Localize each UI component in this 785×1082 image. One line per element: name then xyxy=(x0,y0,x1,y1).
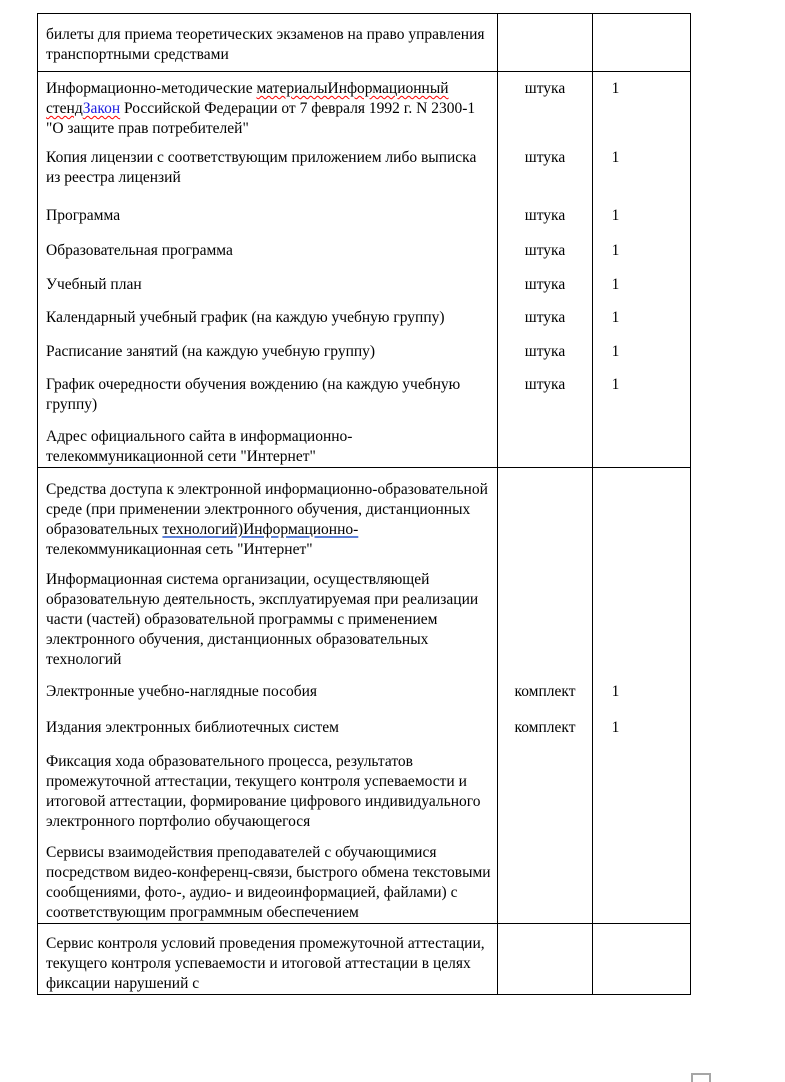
quantity-cell: 1 xyxy=(593,702,691,738)
quantity-cell: 1 xyxy=(593,72,691,140)
unit-cell: комплект xyxy=(498,702,593,738)
item-description-cell xyxy=(38,832,498,924)
unit-cell: штука xyxy=(498,261,593,295)
unit-cell xyxy=(498,14,593,72)
quantity-cell xyxy=(593,468,691,561)
item-description-cell xyxy=(38,362,498,415)
text-run: Информационная система организации, осуществляющей образовательную деятельность, эксплуатируемая при реализации части (частей) образовательной программы с применением электронного обучения, дистанционных образовательных технологий xyxy=(46,571,479,668)
unit-cell: штука xyxy=(498,295,593,328)
unit-cell: штука xyxy=(498,362,593,415)
unit-cell: штука xyxy=(498,139,593,188)
text-run: Копия лицензии с соответствующим приложением либо выписка из реестра лицензий xyxy=(46,149,477,186)
text-run: Образовательная программа xyxy=(46,242,233,259)
table-row xyxy=(38,468,691,561)
table-row xyxy=(38,188,691,226)
text-run: Программа xyxy=(46,207,121,224)
text-run: Календарный учебный график (на каждую учебную группу) xyxy=(46,309,445,326)
item-description-cell xyxy=(38,738,498,832)
text-run: График очередности обучения вождению (на каждую учебную группу) xyxy=(46,376,461,413)
quantity-cell: 1 xyxy=(593,295,691,328)
text-run: Средства доступа к электронной информационно-образовательной среде (при применении электронного обучения, дистанционных образовательных xyxy=(46,481,488,538)
table-row xyxy=(38,362,691,415)
quantity-cell xyxy=(593,832,691,924)
text-run: Российской Федерации от 7 февраля 1992 г. N 2300-1 "О защите прав потребителей" xyxy=(46,100,476,137)
table-row xyxy=(38,560,691,670)
text-run: Фиксация хода образовательного процесса, результатов промежуточной аттестации, текущего контроля успеваемости и итоговой аттестации, формирование цифрового индивидуального электронного портфолио обучающегося xyxy=(46,753,481,830)
text-run: Адрес официального сайта в информационно-телекоммуникационной сети "Интернет" xyxy=(46,428,353,465)
item-description-cell xyxy=(38,72,498,140)
quantity-cell: 1 xyxy=(593,362,691,415)
quantity-cell xyxy=(593,14,691,72)
quantity-cell: 1 xyxy=(593,226,691,261)
unit-cell xyxy=(498,560,593,670)
unit-cell xyxy=(498,832,593,924)
unit-cell: штука xyxy=(498,226,593,261)
table-row xyxy=(38,415,691,468)
item-description-cell xyxy=(38,261,498,295)
text-run: Учебный план xyxy=(46,276,142,293)
table-row xyxy=(38,702,691,738)
table-row xyxy=(38,670,691,702)
table-row xyxy=(38,328,691,362)
text-run: билеты для приема теоретических экзаменов на право управления транспортными средствами xyxy=(46,26,485,63)
quantity-cell: 1 xyxy=(593,139,691,188)
item-description-cell xyxy=(38,14,498,72)
item-description-cell xyxy=(38,702,498,738)
table-resize-handle[interactable] xyxy=(691,1073,711,1082)
item-description-cell xyxy=(38,924,498,995)
equipment-table xyxy=(37,13,691,995)
table-row xyxy=(38,139,691,188)
item-description-cell xyxy=(38,139,498,188)
text-run: Сервисы взаимодействия преподавателей с обучающимися посредством видео-конференц-связи, быстрого обмена текстовыми сообщениями, фото-, аудио- и видеоинформацией, файлами) с соответствующим программным обеспечением xyxy=(46,844,491,921)
item-description-cell xyxy=(38,560,498,670)
table-row xyxy=(38,832,691,924)
item-description-cell xyxy=(38,295,498,328)
table-row xyxy=(38,295,691,328)
item-description-cell xyxy=(38,188,498,226)
item-description-cell xyxy=(38,328,498,362)
table-row xyxy=(38,72,691,140)
table-row xyxy=(38,226,691,261)
unit-cell xyxy=(498,924,593,995)
text-run: Информационно-методические xyxy=(46,80,257,97)
item-description-cell xyxy=(38,468,498,561)
quantity-cell: 1 xyxy=(593,670,691,702)
unit-cell: комплект xyxy=(498,670,593,702)
quantity-cell: 1 xyxy=(593,328,691,362)
table-row xyxy=(38,261,691,295)
quantity-cell: 1 xyxy=(593,261,691,295)
text-run: телекоммуникационная сеть "Интернет" xyxy=(46,541,313,558)
text-run: Электронные учебно-наглядные пособия xyxy=(46,683,318,700)
table-body xyxy=(38,14,691,995)
quantity-cell: 1 xyxy=(593,188,691,226)
unit-cell: штука xyxy=(498,72,593,140)
quantity-cell xyxy=(593,738,691,832)
text-run: Издания электронных библиотечных систем xyxy=(46,719,339,736)
unit-cell: штука xyxy=(498,188,593,226)
quantity-cell xyxy=(593,924,691,995)
hyperlink[interactable]: Закон xyxy=(82,100,121,117)
unit-cell: штука xyxy=(498,328,593,362)
quantity-cell xyxy=(593,415,691,468)
unit-cell xyxy=(498,468,593,561)
item-description-cell xyxy=(38,670,498,702)
unit-cell xyxy=(498,415,593,468)
text-run: Расписание занятий (на каждую учебную группу) xyxy=(46,343,376,360)
table-row xyxy=(38,14,691,72)
item-description-cell xyxy=(38,226,498,261)
item-description-cell xyxy=(38,415,498,468)
quantity-cell xyxy=(593,560,691,670)
unit-cell xyxy=(498,738,593,832)
spellcheck-flagged-text: материалыИнформационный стенд xyxy=(46,80,449,117)
table-row xyxy=(38,738,691,832)
table-row xyxy=(38,924,691,995)
text-run: Сервис контроля условий проведения промежуточной аттестации, текущего контроля успеваемости и итоговой аттестации в целях фиксации нарушений с xyxy=(46,935,485,992)
grammar-flagged-text: технологий)Информационно- xyxy=(162,521,359,538)
